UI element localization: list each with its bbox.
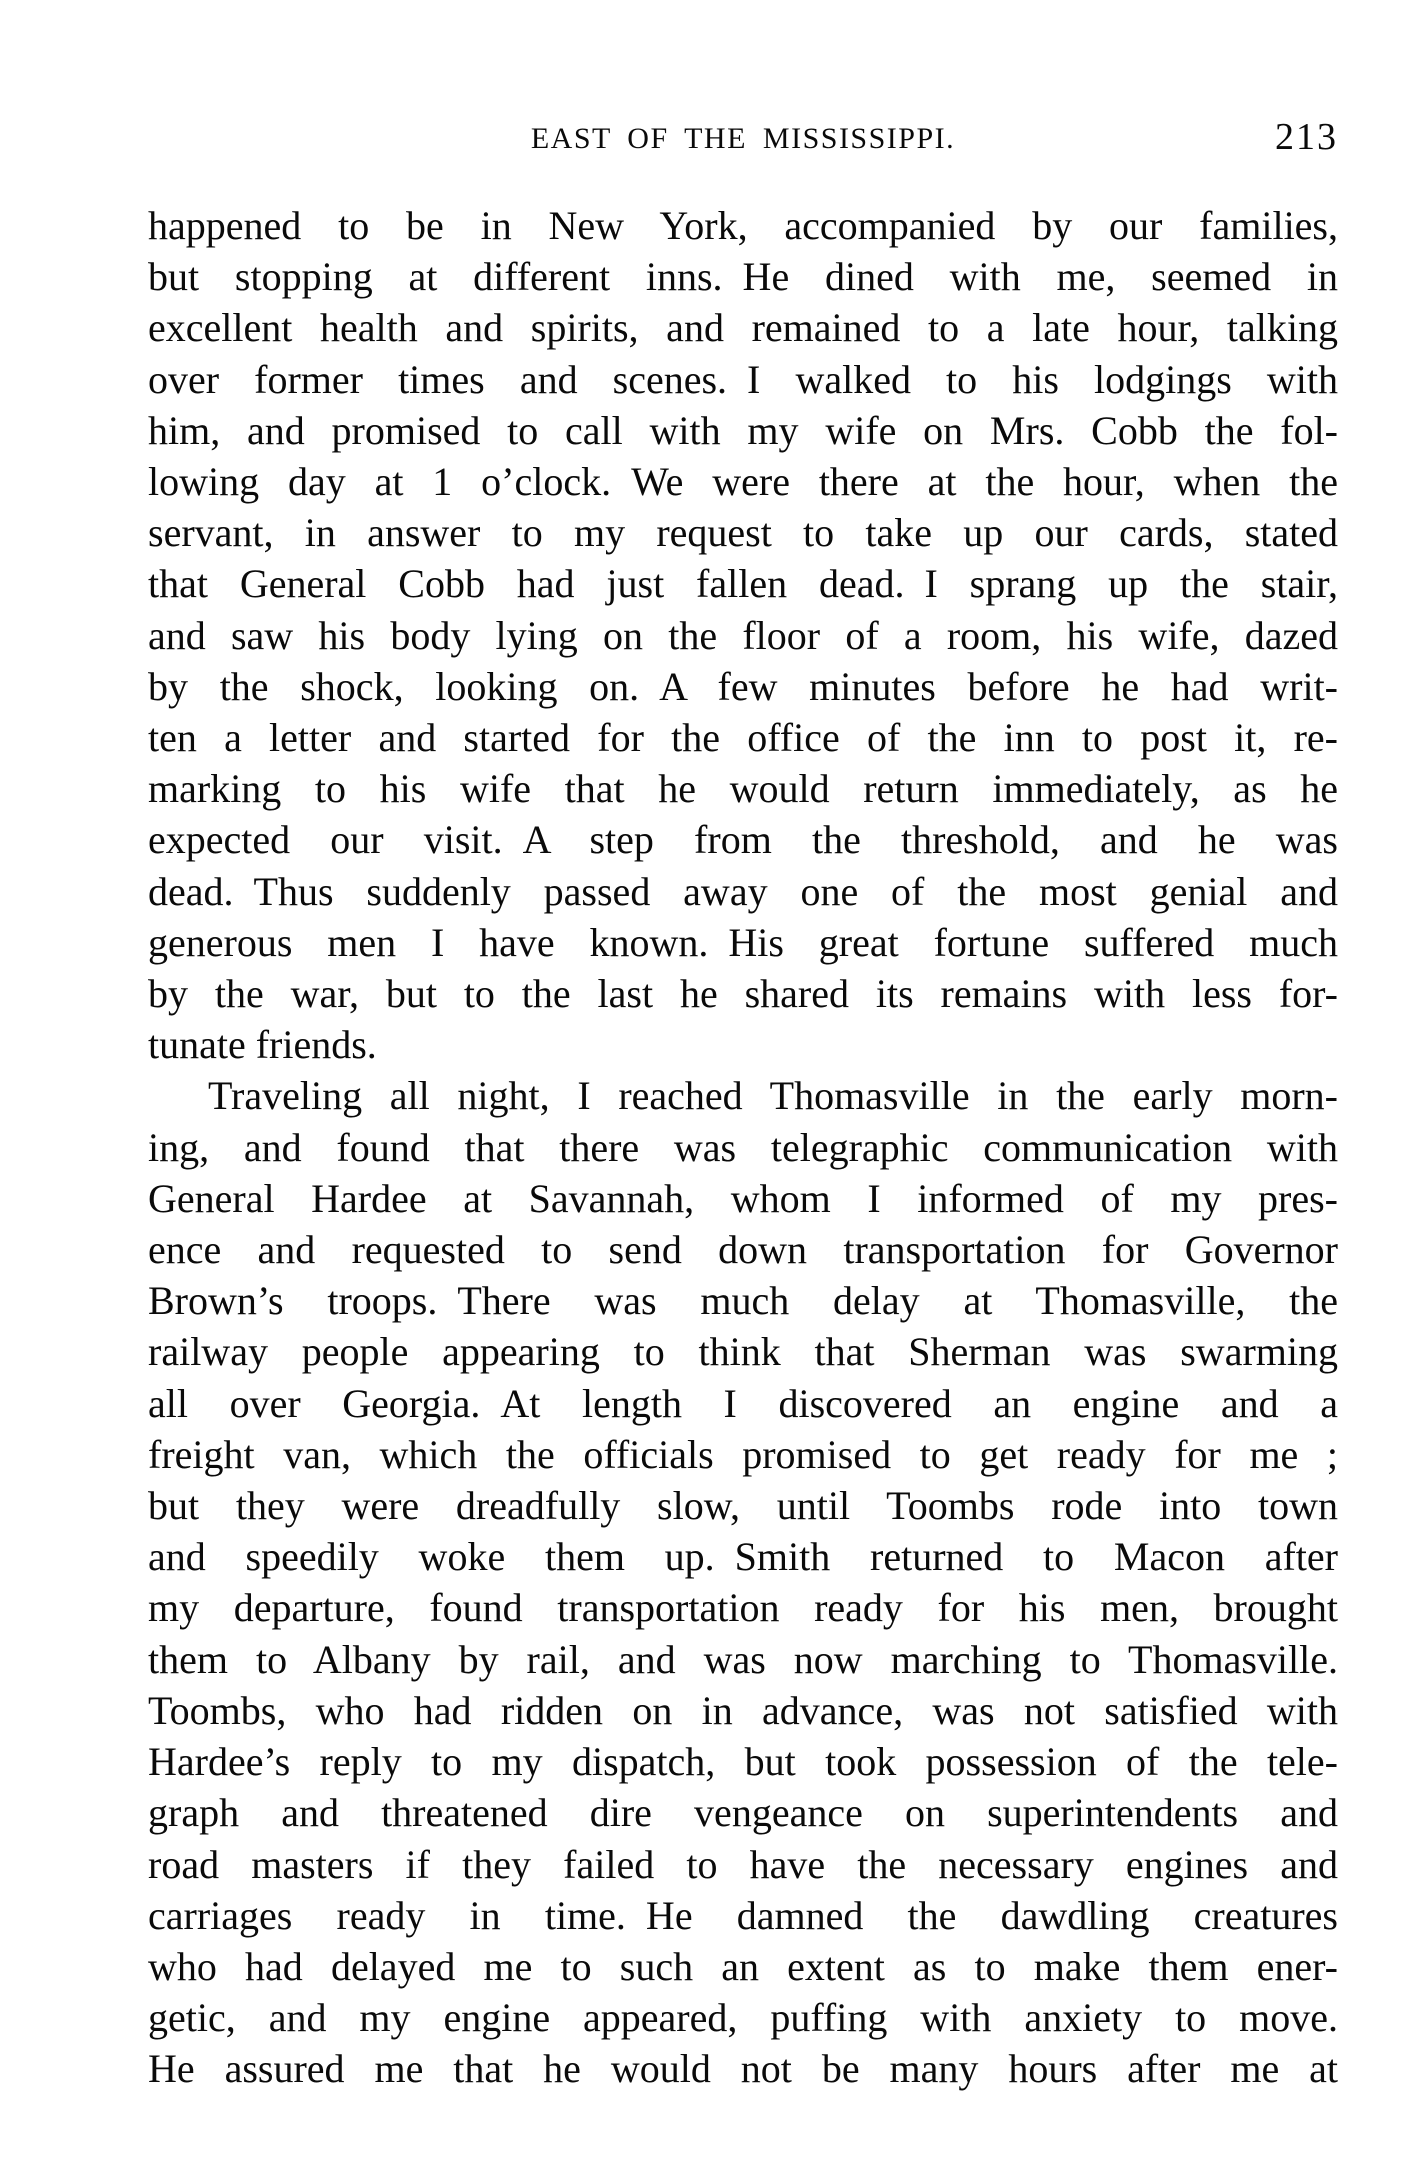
text-line: by the war, but to the last he shared its remains with less for-: [148, 971, 1338, 1017]
text-line: ence and requested to send down transportation for Governor: [148, 1227, 1338, 1273]
text-line: freight van, which the officials promised to get ready for me ;: [148, 1431, 1338, 1477]
running-title: EAST OF THE MISSISSIPPI.: [530, 122, 956, 155]
text-line: lowing day at 1 o’clock. We were there at the hour, when the: [148, 459, 1338, 505]
text-line: graph and threatened dire vengeance on superintendents and: [148, 1790, 1338, 1836]
text-line: General Hardee at Savannah, whom I informed of my pres-: [148, 1175, 1338, 1221]
text-line: marking to his wife that he would return immediately, as he: [148, 766, 1338, 812]
text-line: Toombs, who had ridden on in advance, was not satisfied with: [148, 1687, 1338, 1733]
text-line: carriages ready in time. He damned the dawdling creatures: [148, 1892, 1338, 1938]
paragraph-1: [148, 200, 1338, 1070]
text-line: getic, and my engine appeared, puffing with anxiety to move.: [148, 1995, 1338, 2041]
text-line: excellent health and spirits, and remained to a late hour, talking: [148, 305, 1338, 351]
text-line: dead. Thus suddenly passed away one of the most genial and: [148, 868, 1338, 914]
text-line: generous men I have known. His great fortune suffered much: [148, 919, 1338, 965]
text-line: him, and promised to call with my wife on Mrs. Cobb the fol-: [148, 407, 1338, 453]
page-body: [148, 200, 1338, 2095]
paragraph-2: [148, 1070, 1338, 2094]
text-line: by the shock, looking on. A few minutes before he had writ-: [148, 663, 1338, 709]
text-line: ten a letter and started for the office of the inn to post it, re-: [148, 715, 1338, 761]
text-line: and speedily woke them up. Smith returned to Macon after: [148, 1534, 1338, 1580]
text-line: them to Albany by rail, and was now marching to Thomasville.: [148, 1636, 1338, 1682]
text-line: Traveling all night, I reached Thomasville in the early morn-: [208, 1073, 1338, 1119]
text-line: all over Georgia. At length I discovered an engine and a: [148, 1380, 1338, 1426]
text-line: road masters if they failed to have the necessary engines and: [148, 1841, 1338, 1887]
page-number: 213: [1275, 116, 1338, 158]
text-line: Hardee’s reply to my dispatch, but took possession of the tele-: [148, 1739, 1338, 1785]
text-line: expected our visit. A step from the threshold, and he was: [148, 817, 1338, 863]
text-line: over former times and scenes. I walked to his lodgings with: [148, 356, 1338, 402]
text-line: tunate friends.: [148, 1022, 377, 1068]
text-line: my departure, found transportation ready for his men, brought: [148, 1585, 1338, 1631]
text-line: who had delayed me to such an extent as to make them ener-: [148, 1943, 1338, 1989]
text-line: but stopping at different inns. He dined with me, seemed in: [148, 254, 1338, 300]
text-line: Brown’s troops. There was much delay at Thomasville, the: [148, 1278, 1338, 1324]
text-line: and saw his body lying on the floor of a room, his wife, dazed: [148, 612, 1338, 658]
text-line: but they were dreadfully slow, until Toombs rode into town: [148, 1483, 1338, 1529]
text-line: happened to be in New York, accompanied by our families,: [148, 203, 1338, 248]
text-line: He assured me that he would not be many hours after me at: [148, 2046, 1338, 2092]
text-line: railway people appearing to think that Sherman was swarming: [148, 1329, 1338, 1375]
text-line: servant, in answer to my request to take up our cards, stated: [148, 510, 1338, 556]
text-line: ing, and found that there was telegraphic communication with: [148, 1124, 1338, 1170]
text-line: that General Cobb had just fallen dead. I sprang up the stair,: [148, 561, 1338, 607]
page-header: [148, 116, 1338, 165]
